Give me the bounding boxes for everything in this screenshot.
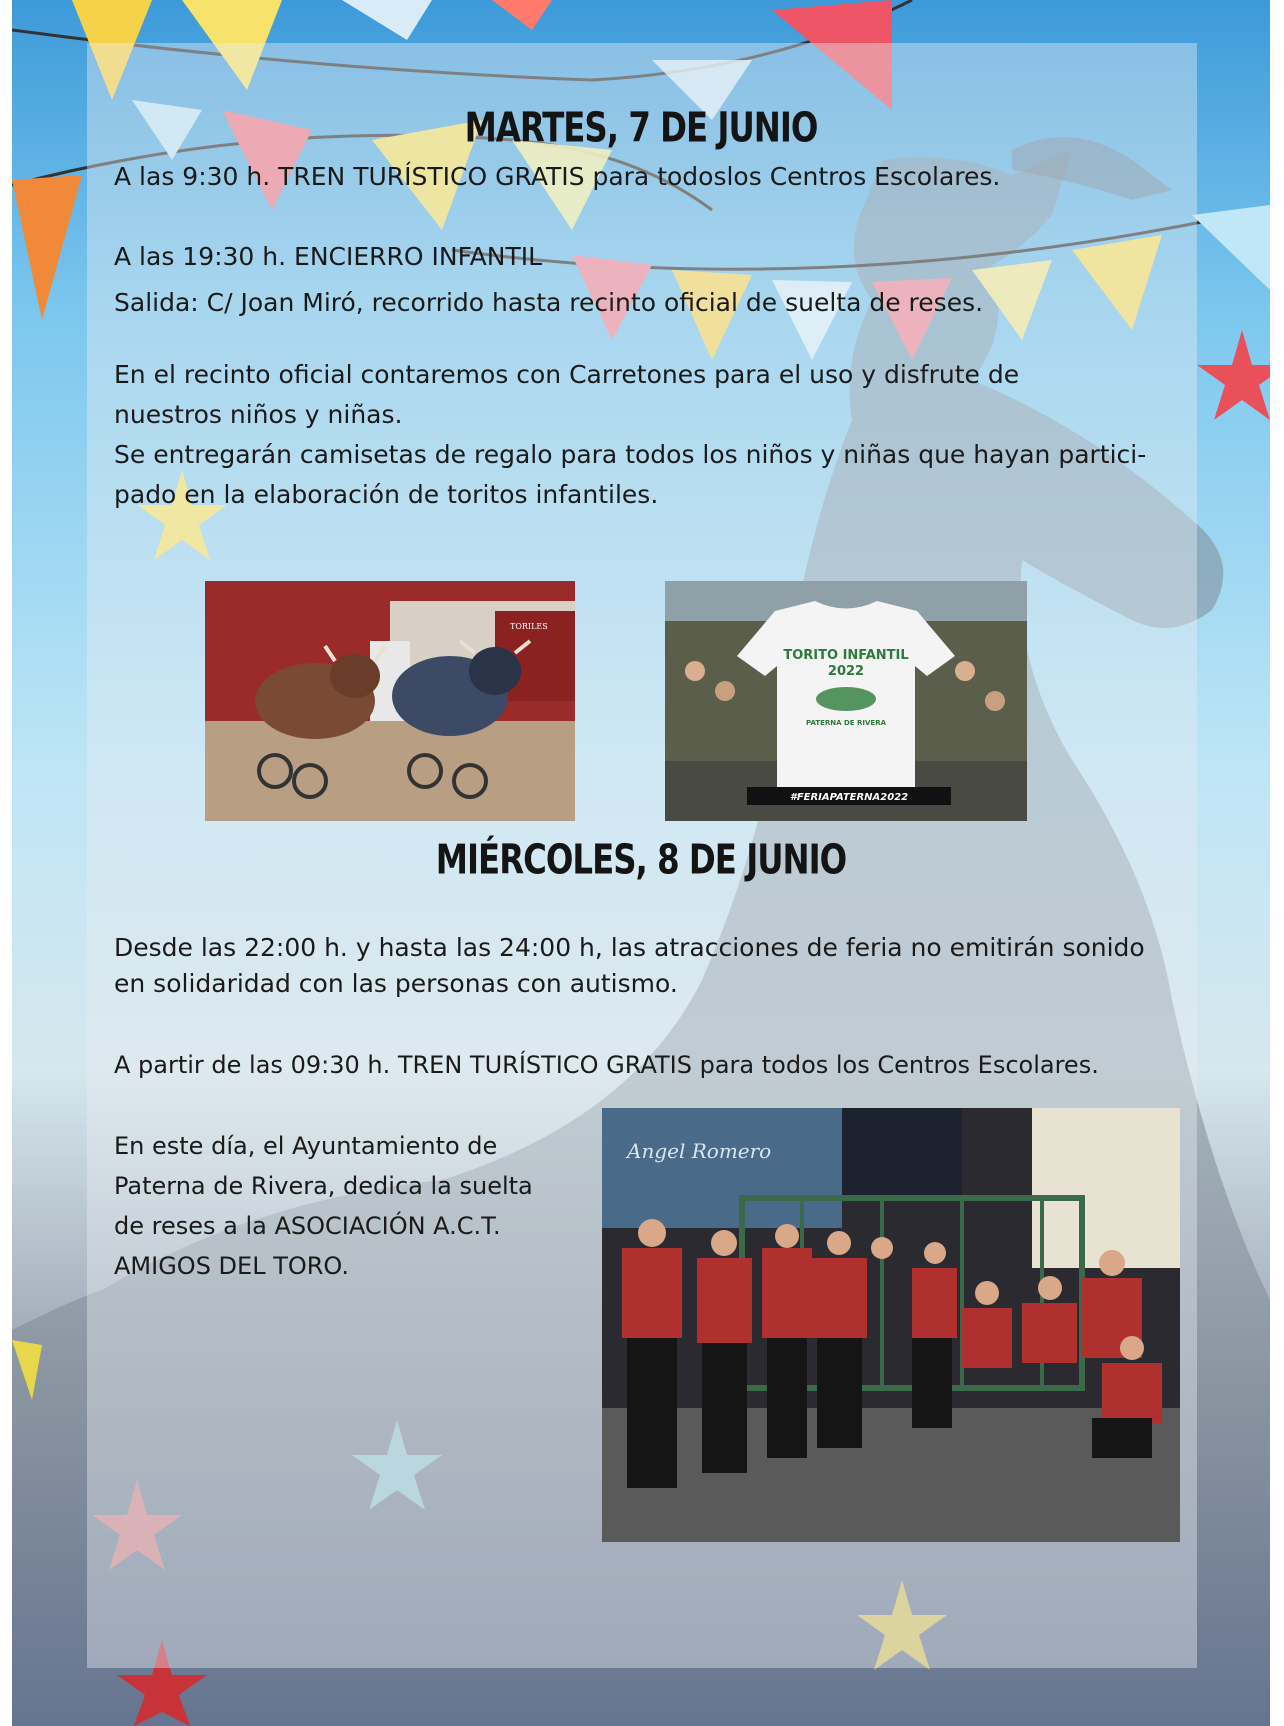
shirt-place: PATERNA DE RIVERA — [805, 719, 887, 727]
shop-sign: Angel Romero — [627, 1139, 772, 1163]
paragraph-dedicacion-2: Paterna de Rivera, dedica la suelta — [114, 1172, 533, 1200]
tshirt-photo — [665, 581, 1027, 821]
group-photo — [602, 1108, 1180, 1542]
day-heading-tuesday: MARTES, 7 DE JUNIO — [464, 104, 818, 153]
toriles-sign: TORILES — [510, 622, 548, 631]
day-heading-wednesday: MIÉRCOLES, 8 DE JUNIO — [435, 836, 847, 885]
paragraph-camisetas-1: Se entregarán camisetas de regalo para todos los niños y niñas que hayan partici- — [114, 440, 1147, 469]
paragraph-train-wednesday: A partir de las 09:30 h. TREN TURÍSTICO GRATIS para todos los Centros Escolares. — [114, 1051, 1099, 1079]
bulls-photo — [205, 581, 575, 821]
festival-page — [12, 0, 1270, 1726]
paragraph-autismo-2: en solidaridad con las personas con autismo. — [114, 969, 678, 998]
paragraph-salida: Salida: C/ Joan Miró, recorrido hasta recinto oficial de suelta de reses. — [114, 288, 984, 317]
paragraph-encierro: A las 19:30 h. ENCIERRO INFANTIL — [114, 242, 543, 271]
paragraph-autismo-1: Desde las 22:00 h. y hasta las 24:00 h, las atracciones de feria no emitirán sonido — [114, 933, 1145, 962]
shirt-year: 2022 — [827, 664, 865, 679]
paragraph-dedicacion-4: AMIGOS DEL TORO. — [114, 1252, 349, 1280]
paragraph-dedicacion-1: En este día, el Ayuntamiento de — [114, 1132, 498, 1160]
paragraph-carretones-1: En el recinto oficial contaremos con Carretones para el uso y disfrute de — [114, 360, 1020, 389]
paragraph-dedicacion-3: de reses a la ASOCIACIÓN A.C.T. — [114, 1212, 501, 1240]
page-content — [12, 0, 1270, 1726]
shirt-hashtag: #FERIAPATERNA2022 — [789, 792, 909, 803]
shirt-title: TORITO INFANTIL — [783, 648, 909, 663]
paragraph-train: A las 9:30 h. TREN TURÍSTICO GRATIS para todoslos Centros Escolares. — [114, 162, 1001, 191]
paragraph-camisetas-2: pado en la elaboración de toritos infantiles. — [114, 480, 659, 509]
paragraph-carretones-2: nuestros niños y niñas. — [114, 400, 403, 429]
